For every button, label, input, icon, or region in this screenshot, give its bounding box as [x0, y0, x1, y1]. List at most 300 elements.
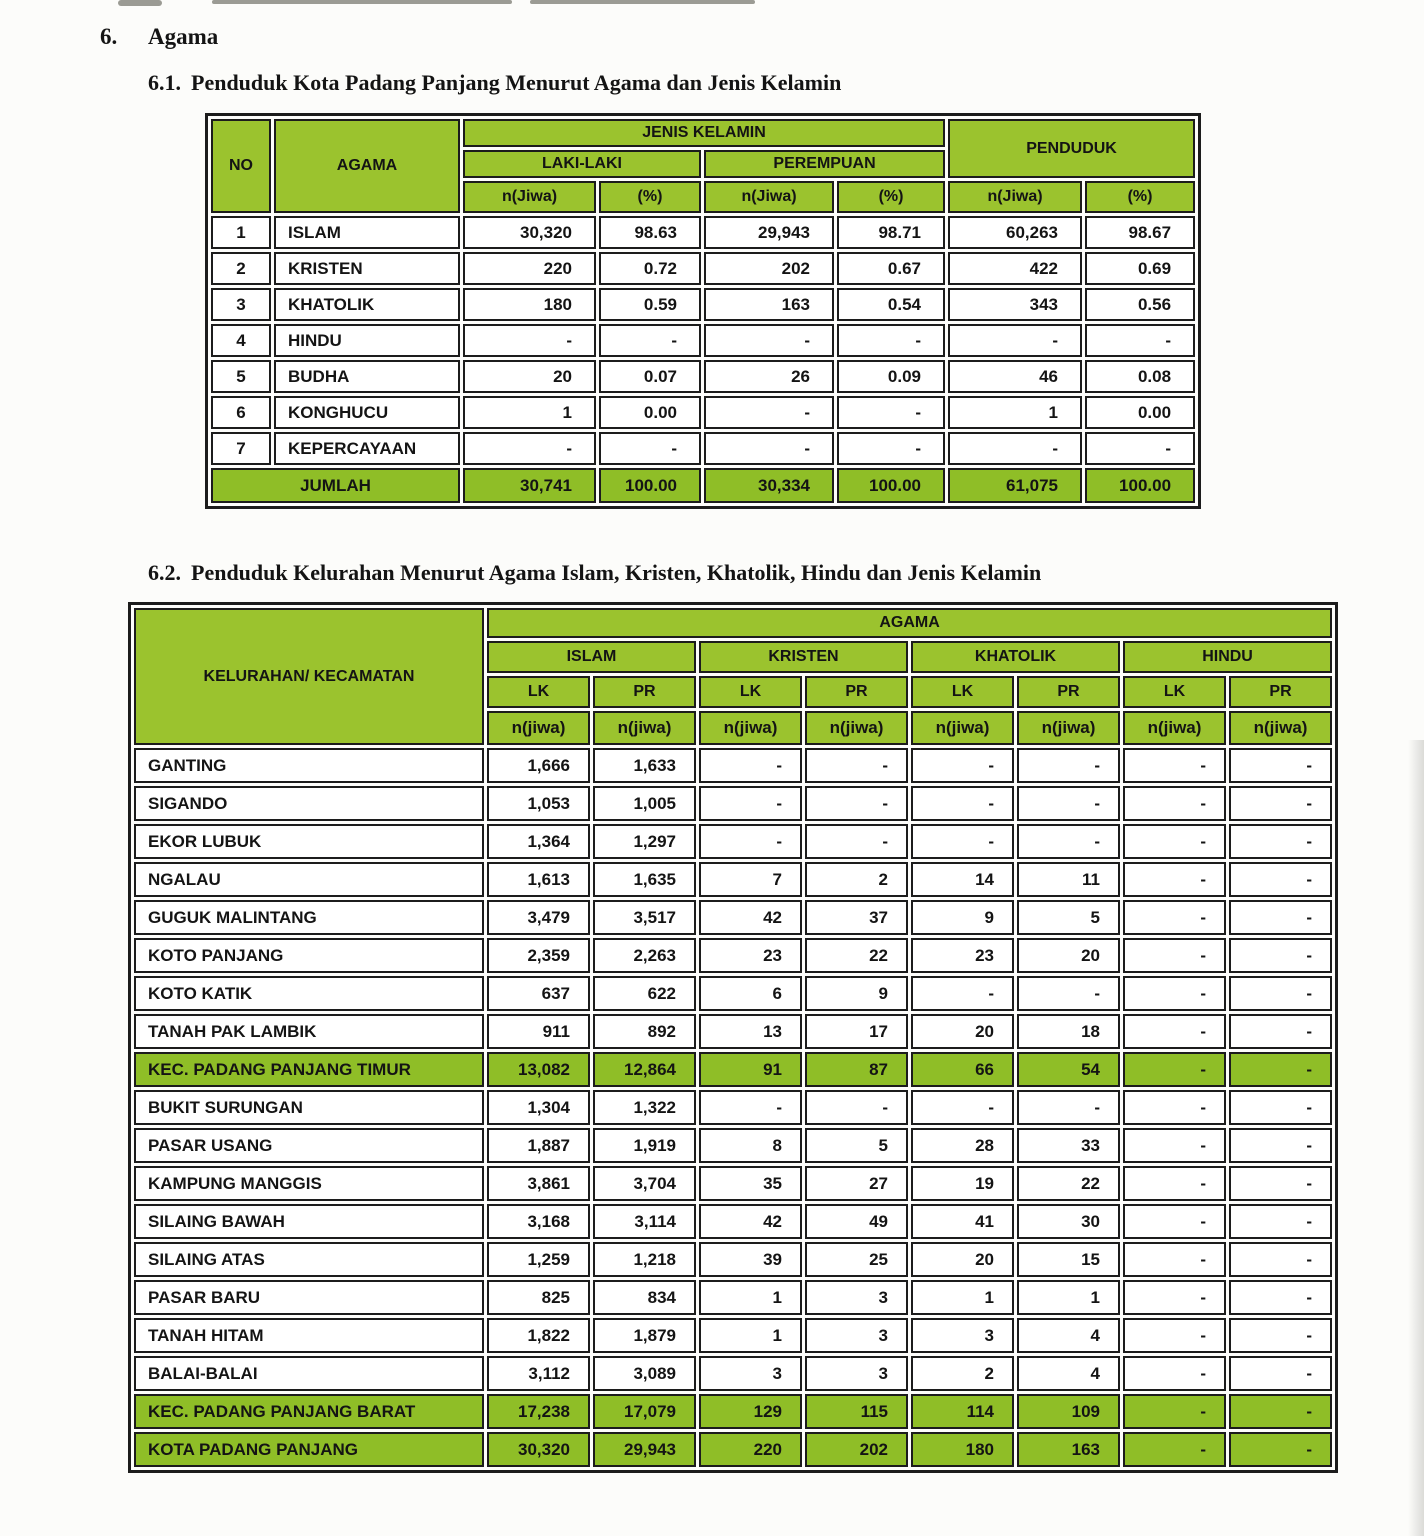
kelurahan-row — [134, 824, 1332, 859]
value-cell: 20 — [463, 360, 596, 393]
table1-caption — [148, 70, 841, 96]
value-cell: 1,053 — [487, 786, 590, 821]
value-cell: - — [1017, 1090, 1120, 1125]
total-value-cell: 17,079 — [593, 1394, 696, 1429]
value-cell: - — [1123, 1356, 1226, 1391]
total-value-cell: 13,082 — [487, 1052, 590, 1087]
col-header-n-jiwa: n(jiwa) — [487, 711, 590, 745]
value-cell: - — [1123, 1090, 1226, 1125]
value-cell: 3,168 — [487, 1204, 590, 1239]
total-value-cell: 29,943 — [593, 1432, 696, 1467]
value-cell: - — [911, 824, 1014, 859]
table1-caption-number: 6.1. — [148, 70, 181, 95]
value-cell: - — [1123, 786, 1226, 821]
total-label-cell: KEC. PADANG PANJANG BARAT — [134, 1394, 484, 1429]
value-cell: - — [805, 824, 908, 859]
value-cell: 42 — [699, 900, 802, 935]
kelurahan-row — [134, 862, 1332, 897]
value-cell: - — [1123, 1204, 1226, 1239]
value-cell: 20 — [911, 1242, 1014, 1277]
kelurahan-row — [134, 938, 1332, 973]
value-cell: 11 — [1017, 862, 1120, 897]
value-cell: - — [1123, 1280, 1226, 1315]
table2-caption-number: 6.2. — [148, 560, 181, 585]
value-cell: 41 — [911, 1204, 1014, 1239]
value-cell: 5 — [805, 1128, 908, 1163]
kelurahan-name-cell: KAMPUNG MANGGIS — [134, 1166, 484, 1201]
total-value-cell: 100.00 — [837, 468, 945, 503]
value-cell: - — [805, 748, 908, 783]
total-value-cell: 30,334 — [704, 468, 834, 503]
value-cell: - — [1017, 786, 1120, 821]
section-title: Agama — [148, 24, 219, 49]
value-cell: 20 — [911, 1014, 1014, 1049]
value-cell: - — [1017, 748, 1120, 783]
col-header-pct: (%) — [1085, 181, 1195, 213]
value-cell: - — [1123, 900, 1226, 935]
value-cell: - — [1229, 1128, 1332, 1163]
row-number-cell: 1 — [211, 216, 271, 249]
row-number-cell: 7 — [211, 432, 271, 465]
value-cell: 1,822 — [487, 1318, 590, 1353]
value-cell: 1,635 — [593, 862, 696, 897]
table1-caption-text: Penduduk Kota Padang Panjang Menurut Agama dan Jenis Kelamin — [191, 70, 842, 95]
value-cell: - — [1123, 1014, 1226, 1049]
value-cell: 3,479 — [487, 900, 590, 935]
value-cell: 42 — [699, 1204, 802, 1239]
col-header-no: NO — [211, 119, 271, 213]
total-label-cell: JUMLAH — [211, 468, 460, 503]
value-cell: 3,704 — [593, 1166, 696, 1201]
value-cell: - — [1229, 862, 1332, 897]
kelurahan-row — [134, 1204, 1332, 1239]
kelurahan-row — [134, 748, 1332, 783]
col-header-lk: LK — [699, 676, 802, 708]
kelurahan-name-cell: EKOR LUBUK — [134, 824, 484, 859]
value-cell: 3,114 — [593, 1204, 696, 1239]
value-cell: - — [704, 432, 834, 465]
total-value-cell: 91 — [699, 1052, 802, 1087]
value-cell: 2,263 — [593, 938, 696, 973]
value-cell: - — [704, 396, 834, 429]
kelurahan-name-cell: TANAH PAK LAMBIK — [134, 1014, 484, 1049]
kelurahan-row — [134, 1280, 1332, 1315]
value-cell: 35 — [699, 1166, 802, 1201]
col-header-pct: (%) — [599, 181, 701, 213]
value-cell: 33 — [1017, 1128, 1120, 1163]
table2-caption — [148, 560, 1041, 586]
row-number-cell: 3 — [211, 288, 271, 321]
value-cell: 25 — [805, 1242, 908, 1277]
kelurahan-name-cell: TANAH HITAM — [134, 1318, 484, 1353]
col-header-n-jiwa: n(Jiwa) — [704, 181, 834, 213]
value-cell: 1,005 — [593, 786, 696, 821]
value-cell: 18 — [1017, 1014, 1120, 1049]
value-cell: 0.54 — [837, 288, 945, 321]
value-cell: - — [837, 396, 945, 429]
value-cell: - — [1017, 824, 1120, 859]
value-cell: - — [1229, 1014, 1332, 1049]
value-cell: 17 — [805, 1014, 908, 1049]
value-cell: 0.67 — [837, 252, 945, 285]
value-cell: - — [1017, 976, 1120, 1011]
value-cell: 1 — [699, 1318, 802, 1353]
value-cell: - — [1229, 1318, 1332, 1353]
value-cell: 622 — [593, 976, 696, 1011]
col-header-lk: LK — [487, 676, 590, 708]
kelurahan-name-cell: BUKIT SURUNGAN — [134, 1090, 484, 1125]
value-cell: 0.00 — [1085, 396, 1195, 429]
col-header-pr: PR — [1017, 676, 1120, 708]
scan-smudge — [530, 0, 755, 4]
value-cell: 0.56 — [1085, 288, 1195, 321]
value-cell: 23 — [911, 938, 1014, 973]
value-cell: 19 — [911, 1166, 1014, 1201]
value-cell: 49 — [805, 1204, 908, 1239]
total-value-cell: 114 — [911, 1394, 1014, 1429]
value-cell: 29,943 — [704, 216, 834, 249]
col-header-n-jiwa: n(Jiwa) — [463, 181, 596, 213]
total-value-cell: 163 — [1017, 1432, 1120, 1467]
value-cell: 202 — [704, 252, 834, 285]
value-cell: 37 — [805, 900, 908, 935]
total-value-cell: 109 — [1017, 1394, 1120, 1429]
col-header-laki-laki: LAKI-LAKI — [463, 150, 701, 178]
value-cell: - — [911, 786, 1014, 821]
value-cell: - — [1123, 938, 1226, 973]
religion-row — [211, 432, 1195, 465]
kelurahan-row — [134, 1166, 1332, 1201]
value-cell: 3 — [699, 1356, 802, 1391]
value-cell: - — [599, 432, 701, 465]
total-value-cell: 30,320 — [487, 1432, 590, 1467]
value-cell: 13 — [699, 1014, 802, 1049]
total-value-cell: 66 — [911, 1052, 1014, 1087]
religion-by-kelurahan-table — [128, 602, 1338, 1473]
value-cell: - — [1123, 748, 1226, 783]
value-cell: 1,666 — [487, 748, 590, 783]
total-value-cell: 100.00 — [1085, 468, 1195, 503]
row-number-cell: 4 — [211, 324, 271, 357]
religion-row — [211, 288, 1195, 321]
value-cell: - — [1229, 748, 1332, 783]
value-cell: 98.67 — [1085, 216, 1195, 249]
value-cell: 98.63 — [599, 216, 701, 249]
row-number-cell: 6 — [211, 396, 271, 429]
table1-header-row-1 — [211, 119, 1195, 147]
col-header-n-jiwa: n(jiwa) — [911, 711, 1014, 745]
value-cell: - — [1123, 1318, 1226, 1353]
total-value-cell: 17,238 — [487, 1394, 590, 1429]
religion-name-cell: ISLAM — [274, 216, 460, 249]
value-cell: - — [1085, 324, 1195, 357]
value-cell: 22 — [805, 938, 908, 973]
value-cell: 0.08 — [1085, 360, 1195, 393]
total-value-cell: - — [1123, 1432, 1226, 1467]
row-number-cell: 5 — [211, 360, 271, 393]
religion-row — [211, 324, 1195, 357]
value-cell: 1,633 — [593, 748, 696, 783]
total-value-cell: - — [1229, 1052, 1332, 1087]
value-cell: - — [1229, 786, 1332, 821]
total-value-cell: 61,075 — [948, 468, 1082, 503]
table2-caption-text: Penduduk Kelurahan Menurut Agama Islam, Kristen, Khatolik, Hindu dan Jenis Kelamin — [191, 560, 1042, 585]
value-cell: 0.00 — [599, 396, 701, 429]
value-cell: - — [1123, 976, 1226, 1011]
col-header-n-jiwa: n(jiwa) — [593, 711, 696, 745]
value-cell: - — [1123, 824, 1226, 859]
total-row — [134, 1052, 1332, 1087]
col-header-pr: PR — [593, 676, 696, 708]
value-cell: - — [1123, 1128, 1226, 1163]
col-header-hindu: HINDU — [1123, 641, 1332, 673]
value-cell: 2 — [805, 862, 908, 897]
value-cell: 892 — [593, 1014, 696, 1049]
total-row — [134, 1432, 1332, 1467]
value-cell: - — [1229, 1280, 1332, 1315]
value-cell: 6 — [699, 976, 802, 1011]
kelurahan-row — [134, 900, 1332, 935]
kelurahan-name-cell: GUGUK MALINTANG — [134, 900, 484, 935]
table2-header-row-1 — [134, 608, 1332, 638]
value-cell: - — [1123, 1242, 1226, 1277]
total-value-cell: - — [1123, 1394, 1226, 1429]
kelurahan-row — [134, 1090, 1332, 1125]
value-cell: 30 — [1017, 1204, 1120, 1239]
value-cell: 180 — [463, 288, 596, 321]
value-cell: 1 — [463, 396, 596, 429]
religion-by-gender-table — [205, 113, 1201, 509]
value-cell: - — [463, 432, 596, 465]
col-header-lk: LK — [1123, 676, 1226, 708]
scan-edge-shadow — [1408, 740, 1424, 1536]
value-cell: 28 — [911, 1128, 1014, 1163]
col-header-pct: (%) — [837, 181, 945, 213]
value-cell: 3,517 — [593, 900, 696, 935]
value-cell: 5 — [1017, 900, 1120, 935]
kelurahan-row — [134, 976, 1332, 1011]
kelurahan-name-cell: PASAR USANG — [134, 1128, 484, 1163]
value-cell: - — [699, 748, 802, 783]
total-value-cell: 100.00 — [599, 468, 701, 503]
religion-name-cell: KHATOLIK — [274, 288, 460, 321]
value-cell: 1,322 — [593, 1090, 696, 1125]
col-header-jenis-kelamin: JENIS KELAMIN — [463, 119, 945, 147]
religion-row — [211, 360, 1195, 393]
value-cell: - — [1229, 938, 1332, 973]
value-cell: - — [704, 324, 834, 357]
value-cell: 20 — [1017, 938, 1120, 973]
kelurahan-name-cell: PASAR BARU — [134, 1280, 484, 1315]
value-cell: 2 — [911, 1356, 1014, 1391]
total-row — [134, 1394, 1332, 1429]
kelurahan-name-cell: SILAING BAWAH — [134, 1204, 484, 1239]
value-cell: 1,879 — [593, 1318, 696, 1353]
section-heading — [100, 24, 218, 50]
kelurahan-row — [134, 1128, 1332, 1163]
value-cell: 1 — [911, 1280, 1014, 1315]
value-cell: 46 — [948, 360, 1082, 393]
value-cell: - — [837, 324, 945, 357]
value-cell: 9 — [911, 900, 1014, 935]
value-cell: 27 — [805, 1166, 908, 1201]
religion-row — [211, 216, 1195, 249]
col-header-n-jiwa: n(jiwa) — [699, 711, 802, 745]
value-cell: 1,259 — [487, 1242, 590, 1277]
kelurahan-row — [134, 1356, 1332, 1391]
value-cell: 0.09 — [837, 360, 945, 393]
value-cell: - — [1229, 1166, 1332, 1201]
value-cell: - — [463, 324, 596, 357]
value-cell: 825 — [487, 1280, 590, 1315]
col-header-kelurahan: KELURAHAN/ KECAMATAN — [134, 608, 484, 745]
value-cell: 26 — [704, 360, 834, 393]
value-cell: 14 — [911, 862, 1014, 897]
col-header-n-jiwa: n(jiwa) — [1123, 711, 1226, 745]
religion-name-cell: KEPERCAYAAN — [274, 432, 460, 465]
value-cell: 1 — [699, 1280, 802, 1315]
value-cell: 911 — [487, 1014, 590, 1049]
value-cell: 22 — [1017, 1166, 1120, 1201]
value-cell: 2,359 — [487, 938, 590, 973]
col-header-n-jiwa: n(Jiwa) — [948, 181, 1082, 213]
value-cell: 422 — [948, 252, 1082, 285]
value-cell: 0.59 — [599, 288, 701, 321]
kelurahan-name-cell: SILAING ATAS — [134, 1242, 484, 1277]
value-cell: 23 — [699, 938, 802, 973]
col-header-n-jiwa: n(jiwa) — [805, 711, 908, 745]
value-cell: 1,218 — [593, 1242, 696, 1277]
col-header-khatolik: KHATOLIK — [911, 641, 1120, 673]
value-cell: 7 — [699, 862, 802, 897]
value-cell: - — [911, 976, 1014, 1011]
value-cell: - — [1229, 976, 1332, 1011]
value-cell: 1,613 — [487, 862, 590, 897]
value-cell: 3 — [911, 1318, 1014, 1353]
religion-name-cell: BUDHA — [274, 360, 460, 393]
value-cell: 163 — [704, 288, 834, 321]
total-label-cell: KEC. PADANG PANJANG TIMUR — [134, 1052, 484, 1087]
value-cell: 1,919 — [593, 1128, 696, 1163]
value-cell: - — [1123, 1166, 1226, 1201]
value-cell: - — [1229, 1090, 1332, 1125]
col-header-agama: AGAMA — [274, 119, 460, 213]
religion-row — [211, 396, 1195, 429]
value-cell: 60,263 — [948, 216, 1082, 249]
value-cell: - — [1229, 900, 1332, 935]
value-cell: - — [699, 786, 802, 821]
value-cell: 3 — [805, 1318, 908, 1353]
total-row — [211, 468, 1195, 503]
col-header-n-jiwa: n(jiwa) — [1017, 711, 1120, 745]
total-value-cell: - — [1229, 1394, 1332, 1429]
kelurahan-row — [134, 1318, 1332, 1353]
value-cell: 637 — [487, 976, 590, 1011]
kelurahan-name-cell: KOTO PANJANG — [134, 938, 484, 973]
kelurahan-name-cell: GANTING — [134, 748, 484, 783]
religion-name-cell: KONGHUCU — [274, 396, 460, 429]
value-cell: 0.72 — [599, 252, 701, 285]
value-cell: 98.71 — [837, 216, 945, 249]
value-cell: - — [948, 432, 1082, 465]
kelurahan-row — [134, 786, 1332, 821]
scan-smudge — [118, 0, 162, 6]
value-cell: 3,089 — [593, 1356, 696, 1391]
kelurahan-name-cell: BALAI-BALAI — [134, 1356, 484, 1391]
total-value-cell: 180 — [911, 1432, 1014, 1467]
value-cell: - — [911, 748, 1014, 783]
col-header-perempuan: PEREMPUAN — [704, 150, 945, 178]
value-cell: 3,861 — [487, 1166, 590, 1201]
row-number-cell: 2 — [211, 252, 271, 285]
value-cell: 834 — [593, 1280, 696, 1315]
value-cell: 1 — [1017, 1280, 1120, 1315]
value-cell: - — [805, 786, 908, 821]
value-cell: 1,304 — [487, 1090, 590, 1125]
value-cell: 30,320 — [463, 216, 596, 249]
col-header-penduduk: PENDUDUK — [948, 119, 1195, 178]
value-cell: 9 — [805, 976, 908, 1011]
total-value-cell: 115 — [805, 1394, 908, 1429]
value-cell: 8 — [699, 1128, 802, 1163]
religion-name-cell: KRISTEN — [274, 252, 460, 285]
value-cell: - — [911, 1090, 1014, 1125]
value-cell: - — [1229, 1356, 1332, 1391]
value-cell: - — [1085, 432, 1195, 465]
value-cell: 3 — [805, 1280, 908, 1315]
total-value-cell: 12,864 — [593, 1052, 696, 1087]
col-header-kristen: KRISTEN — [699, 641, 908, 673]
value-cell: 1,297 — [593, 824, 696, 859]
value-cell: 0.07 — [599, 360, 701, 393]
value-cell: - — [1123, 862, 1226, 897]
kelurahan-name-cell: SIGANDO — [134, 786, 484, 821]
kelurahan-row — [134, 1242, 1332, 1277]
col-header-n-jiwa: n(jiwa) — [1229, 711, 1332, 745]
total-value-cell: 87 — [805, 1052, 908, 1087]
value-cell: 220 — [463, 252, 596, 285]
value-cell: 1 — [948, 396, 1082, 429]
total-value-cell: - — [1229, 1432, 1332, 1467]
kelurahan-name-cell: NGALAU — [134, 862, 484, 897]
value-cell: 1,887 — [487, 1128, 590, 1163]
total-value-cell: - — [1123, 1052, 1226, 1087]
value-cell: - — [1229, 1204, 1332, 1239]
value-cell: 343 — [948, 288, 1082, 321]
religion-name-cell: HINDU — [274, 324, 460, 357]
value-cell: - — [1229, 1242, 1332, 1277]
total-value-cell: 54 — [1017, 1052, 1120, 1087]
value-cell: 15 — [1017, 1242, 1120, 1277]
value-cell: 3,112 — [487, 1356, 590, 1391]
col-header-agama: AGAMA — [487, 608, 1332, 638]
value-cell: 1,364 — [487, 824, 590, 859]
value-cell: 3 — [805, 1356, 908, 1391]
col-header-islam: ISLAM — [487, 641, 696, 673]
value-cell: - — [699, 824, 802, 859]
kelurahan-row — [134, 1014, 1332, 1049]
value-cell: 0.69 — [1085, 252, 1195, 285]
value-cell: 4 — [1017, 1318, 1120, 1353]
col-header-pr: PR — [805, 676, 908, 708]
total-value-cell: 202 — [805, 1432, 908, 1467]
kelurahan-name-cell: KOTO KATIK — [134, 976, 484, 1011]
value-cell: - — [699, 1090, 802, 1125]
value-cell: - — [948, 324, 1082, 357]
total-value-cell: 220 — [699, 1432, 802, 1467]
total-value-cell: 30,741 — [463, 468, 596, 503]
value-cell: - — [599, 324, 701, 357]
